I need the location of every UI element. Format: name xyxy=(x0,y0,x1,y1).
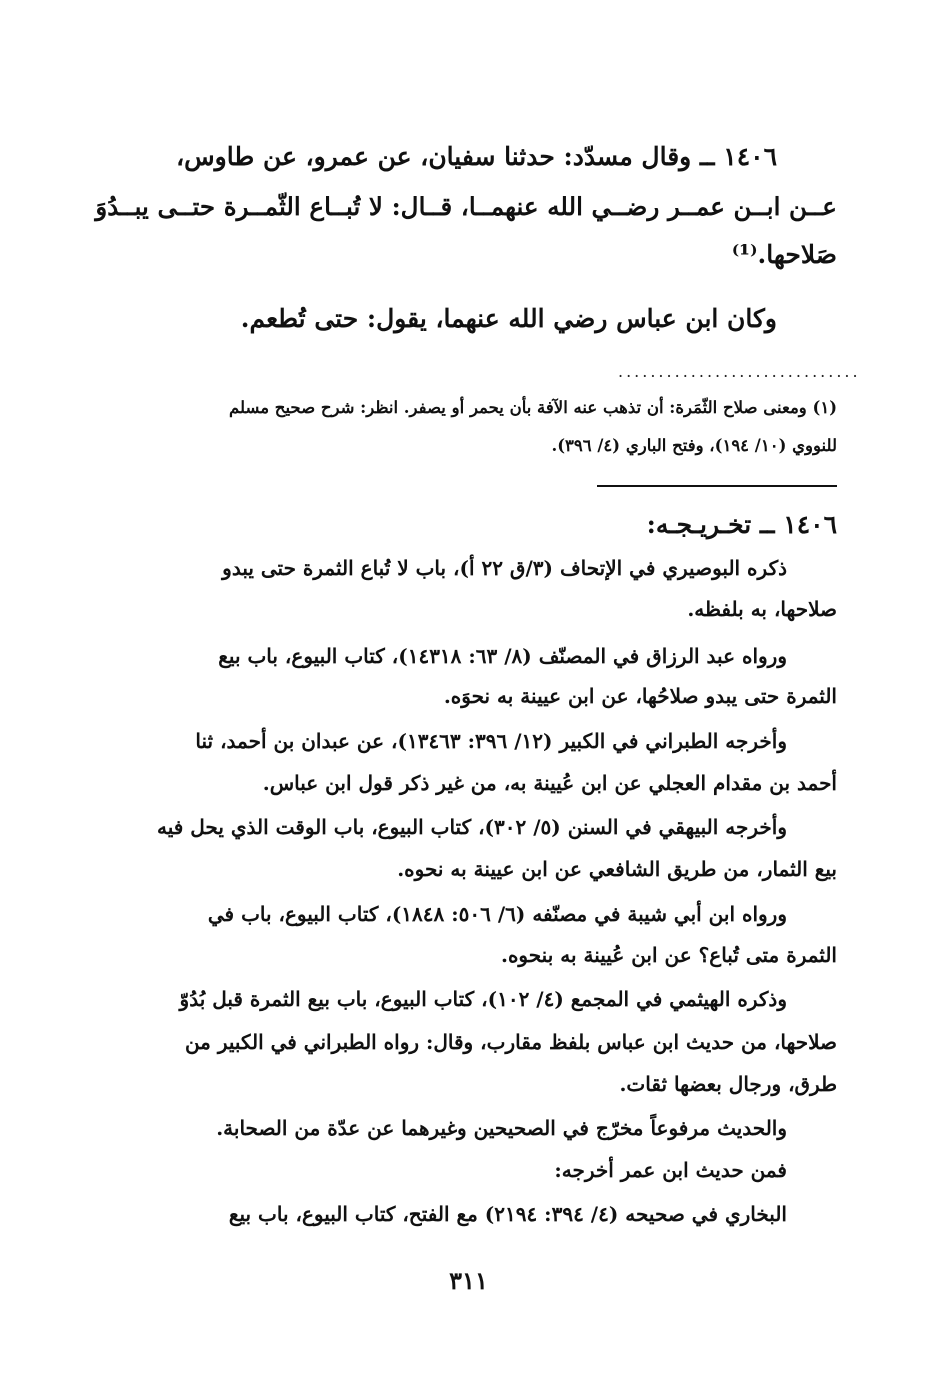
footnote-separator: .............................. xyxy=(618,362,861,381)
takhrij-line: ورواه ابن أبي شيبة في مصنّفه (٦/ ٥٠٦: ١٨٤٨)، كتاب البيوع، باب في xyxy=(207,902,787,926)
takhrij-line: وذكره الهيثمي في المجمع (٤/ ١٠٢)، كتاب البيوع، باب بيع الثمرة قبل بُدُوّ xyxy=(179,987,787,1011)
takhrij-line: والحديث مرفوعاً مخرّج في الصحيحين وغيرهما عن عدّة من الصحابة. xyxy=(216,1116,787,1140)
hadith-line: عــن ابــن عمــر رضــي الله عنهمــا، قــال: لا تُبــاع الثّمــرة حتــى يبــدُوَ xyxy=(95,192,837,221)
section-rule xyxy=(597,485,837,487)
takhrij-line: أحمد بن مقدام العجلي عن ابن عُيينة به، من غير ذكر قول ابن عباس. xyxy=(262,771,837,795)
footnote-line: للنووي (١٠/ ١٩٤)، وفتح الباري (٤/ ٣٩٦). xyxy=(551,436,837,455)
takhrij-line: ورواه عبد الرزاق في المصنّف (٨/ ٦٣: ١٤٣١٨)، كتاب البيوع، باب بيع xyxy=(218,644,787,668)
hadith-line: ١٤٠٦ ــ وقال مسدّد: حدثنا سفيان، عن عمرو، عن طاوس، xyxy=(176,142,777,171)
takhrij-line: الثمرة متى تُباع؟ عن ابن عُيينة به بنحوه. xyxy=(500,943,837,967)
takhrij-heading: ١٤٠٦ ــ تخـريـجـه: xyxy=(646,510,837,539)
takhrij-line: الثمرة حتى يبدو صلاحُها، عن ابن عيينة به نحوَه. xyxy=(443,684,837,708)
takhrij-line: وأخرجه البيهقي في السنن (٥/ ٣٠٢)، كتاب البيوع، باب الوقت الذي يحل فيه xyxy=(157,815,787,839)
takhrij-line: طرق، ورجال بعضها ثقات. xyxy=(619,1072,837,1096)
takhrij-line: وأخرجه الطبراني في الكبير (١٢/ ٣٩٦: ١٣٤٦٣)، عن عبدان بن أحمد، ثنا xyxy=(195,729,787,753)
hadith-line: صَلاحها.⁽¹⁾ xyxy=(731,240,837,269)
page-number: ٣١١ xyxy=(449,1266,488,1295)
hadith-line: وكان ابن عباس رضي الله عنهما، يقول: حتى تُطعم. xyxy=(240,304,777,333)
takhrij-line: صلاحها، من حديث ابن عباس بلفظ مقارب، وقال: رواه الطبراني في الكبير من xyxy=(184,1030,837,1054)
takhrij-line: بيع الثمار، من طريق الشافعي عن ابن عيينة به نحوه. xyxy=(397,857,837,881)
takhrij-line: البخاري في صحيحه (٤/ ٣٩٤: ٢١٩٤) مع الفتح، كتاب البيوع، باب بيع xyxy=(228,1202,787,1226)
footnote-line: (١) ومعنى صلاح الثّمَرة: أن تذهب عنه الآفة بأن يحمر أو يصفر. انظر: شرح صحيح مسلم xyxy=(229,398,837,417)
takhrij-line: فمن حديث ابن عمر أخرجه: xyxy=(554,1158,787,1182)
takhrij-line: ذكره البوصيري في الإتحاف (٣/ق ٢٢ أ)، باب لا تُباع الثمرة حتى يبدو xyxy=(222,556,787,580)
takhrij-line: صلاحها، به بلفظه. xyxy=(687,597,837,621)
